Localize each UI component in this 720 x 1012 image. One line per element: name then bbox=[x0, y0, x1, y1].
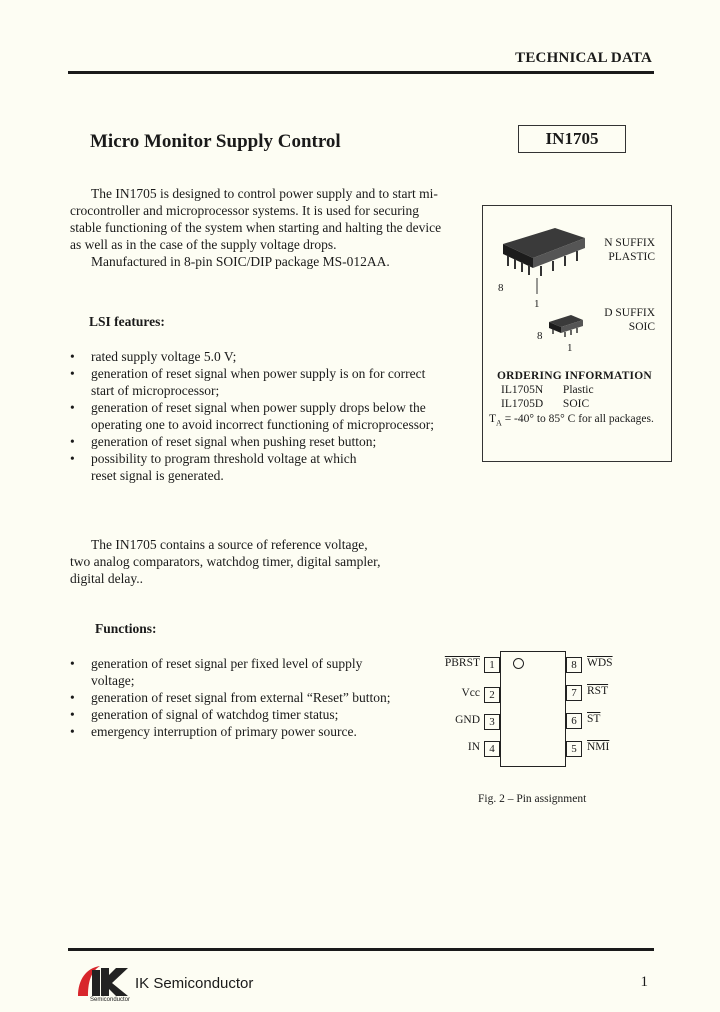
contains-paragraph bbox=[70, 536, 480, 587]
temp-range-text: = -40° to 85° C for all packages. bbox=[501, 413, 654, 425]
list-item: • generation of signal of watchdog timer status; bbox=[70, 706, 420, 723]
lsi-features-heading: LSI features: bbox=[89, 314, 165, 329]
part-number-box: IN1705 bbox=[518, 125, 626, 153]
footer-rule bbox=[68, 948, 654, 951]
pin-label-vcc: Vcc bbox=[461, 687, 480, 699]
logo-subtitle: Semiconductor bbox=[90, 997, 131, 1003]
temp-subscript: A bbox=[496, 418, 502, 428]
page-title: Micro Monitor Supply Control bbox=[90, 131, 341, 152]
pin-number: 6 bbox=[566, 713, 582, 729]
intro-line: The IN1705 is designed to control power supply and to start mi- bbox=[91, 186, 438, 201]
contains-line: The IN1705 contains a source of reference voltage, bbox=[91, 537, 368, 552]
ordering-info-title: ORDERING INFORMATION bbox=[497, 370, 652, 382]
page-number: 1 bbox=[640, 974, 648, 990]
soic-pin8-label: 8 bbox=[537, 330, 543, 342]
document-header-title: TECHNICAL DATA bbox=[515, 50, 652, 66]
list-item: • possibility to program threshold voltage at which reset signal is generated. bbox=[70, 450, 381, 484]
pin-number: 5 bbox=[566, 741, 582, 757]
n-suffix-label bbox=[604, 236, 655, 264]
pin-label-nmi: $\overline{NMI}$ bbox=[587, 741, 610, 753]
list-item: • generation of reset signal when power supply is on for correct start of microprocessor; bbox=[70, 365, 450, 399]
pin-number: 4 bbox=[484, 741, 500, 757]
contains-line: digital delay.. bbox=[70, 571, 143, 586]
pin-label-gnd: GND bbox=[455, 714, 480, 726]
temperature-range bbox=[489, 412, 654, 430]
pin-number: 2 bbox=[484, 687, 500, 703]
pin-number: 3 bbox=[484, 714, 500, 730]
pin1-marker-icon bbox=[513, 658, 524, 669]
pin-label-st: $\overline{ST}$ bbox=[587, 713, 601, 725]
d-suffix-text: D SUFFIX bbox=[604, 307, 655, 319]
soic-pin1-label: 1 bbox=[567, 342, 573, 354]
list-item: • generation of reset signal from external “Reset” button; bbox=[70, 689, 420, 706]
functions-list bbox=[70, 655, 420, 740]
ordering-row-d bbox=[501, 397, 589, 411]
pin-number: 8 bbox=[566, 657, 582, 673]
intro-line: crocontroller and microprocessor systems. It is used for securing bbox=[70, 203, 420, 218]
ordering-package: Plastic bbox=[562, 384, 594, 396]
list-item: • generation of reset signal when power supply drops below the operating one to avoid incorrect functioning of microprocessor; bbox=[70, 399, 450, 433]
dip-pin1-label: 1 bbox=[534, 298, 540, 310]
ordering-row-n bbox=[501, 383, 594, 397]
functions-heading: Functions: bbox=[95, 621, 157, 636]
figure-caption: Fig. 2 – Pin assignment bbox=[478, 793, 587, 805]
intro-paragraph bbox=[70, 185, 480, 270]
plastic-text: PLASTIC bbox=[608, 251, 655, 263]
intro-line: stable functioning of the system when starting and halting the device bbox=[70, 220, 442, 235]
contains-line: two analog comparators, watchdog timer, digital sampler, bbox=[70, 554, 381, 569]
pin-number: 1 bbox=[484, 657, 500, 673]
n-suffix-text: N SUFFIX bbox=[604, 237, 655, 249]
lsi-features-list bbox=[70, 348, 450, 484]
list-item: • generation of reset signal when pushing reset button; bbox=[70, 433, 450, 450]
d-suffix-label bbox=[604, 306, 655, 334]
package-info-box bbox=[482, 205, 672, 462]
ordering-part: IL1705D bbox=[501, 398, 544, 410]
pin-label-in: IN bbox=[467, 741, 480, 753]
intro-line: Manufactured in 8-pin SOIC/DIP package MS-012AA. bbox=[91, 254, 390, 269]
pin-label-rst: $\overline{RST}$ bbox=[587, 685, 609, 697]
pin-label-wds: $\overline{WDS}$ bbox=[587, 657, 613, 669]
dip-package-icon bbox=[495, 216, 595, 294]
ordering-part: IL1705N bbox=[501, 384, 544, 396]
intro-line: as well as in the case of the supply voltage drops. bbox=[70, 237, 337, 252]
temp-prefix: T bbox=[489, 413, 497, 425]
header-rule bbox=[68, 71, 654, 74]
pin-label-pbrst: PBRST bbox=[444, 657, 480, 669]
ik-logo-icon bbox=[76, 962, 132, 998]
company-name: IK Semiconductor bbox=[135, 975, 254, 992]
chip-outline bbox=[500, 651, 566, 767]
pin-number: 7 bbox=[566, 685, 582, 701]
list-item: • rated supply voltage 5.0 V; bbox=[70, 348, 450, 365]
soic-package-icon bbox=[545, 312, 587, 340]
list-item: • emergency interruption of primary power source. bbox=[70, 723, 420, 740]
dip-pin8-label: 8 bbox=[498, 282, 504, 294]
soic-text: SOIC bbox=[628, 321, 655, 333]
list-item: • generation of reset signal per fixed level of supply voltage; bbox=[70, 655, 391, 689]
ordering-package: SOIC bbox=[562, 398, 590, 410]
